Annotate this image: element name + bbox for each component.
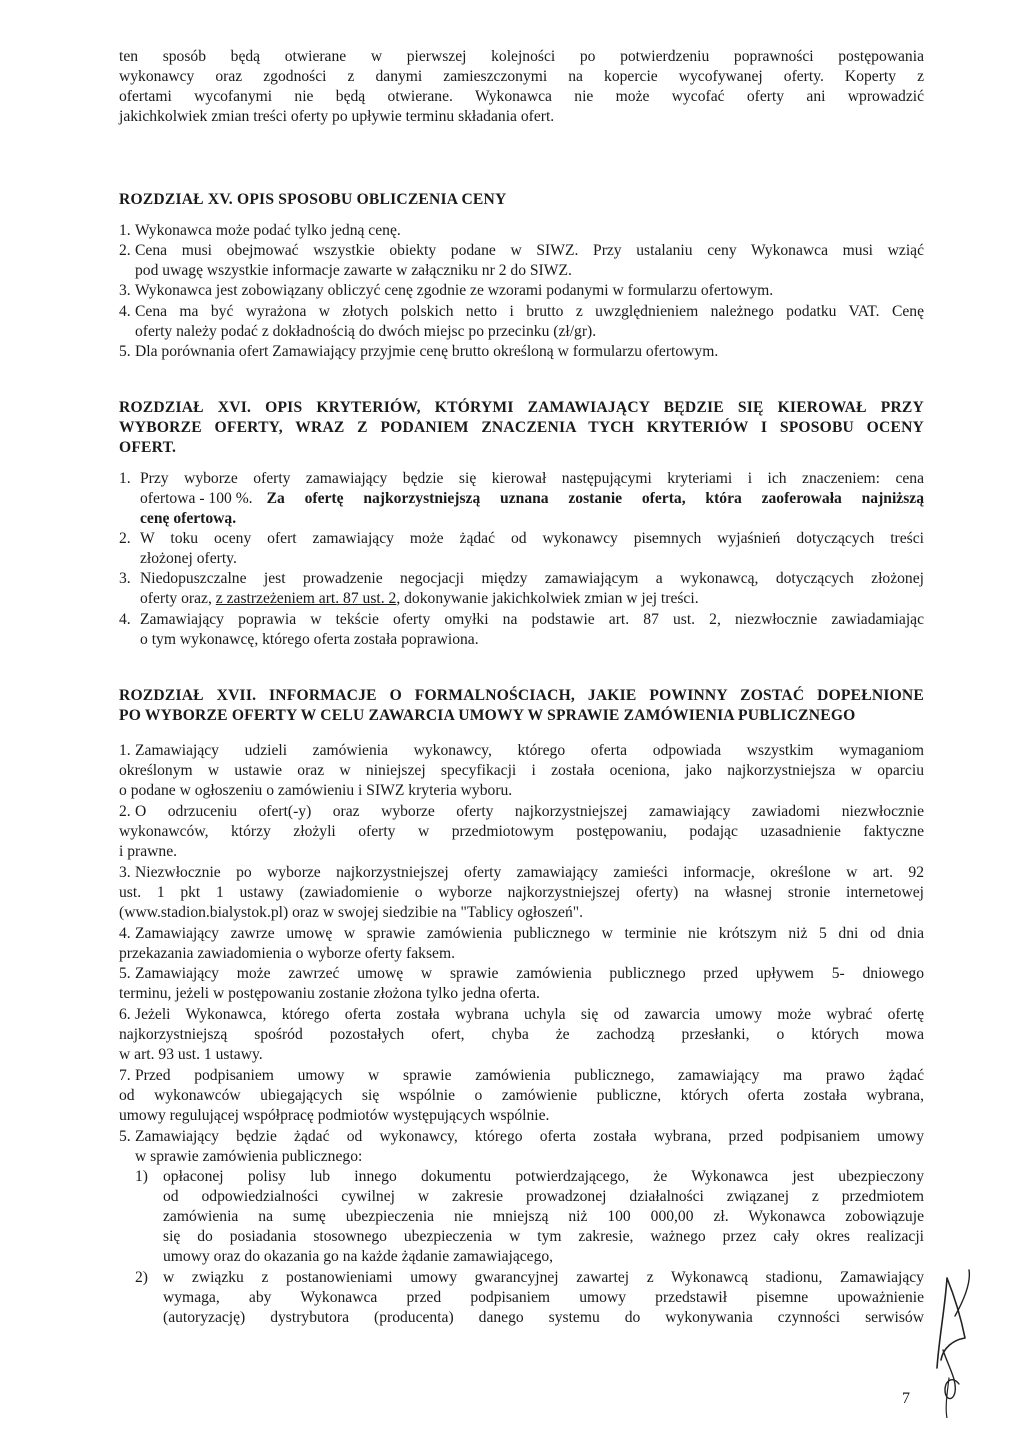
text-line: zamówienia na sumę ubezpieczenia nie mniejszą niż 100 000,00 zł. Wykonawca zobowiązuje: [163, 1208, 924, 1225]
text-line: ten sposób będą otwierane w pierwszej kolejności po potwierdzeniu poprawności postępowania: [119, 48, 924, 65]
heading-line: WYBORZE OFERTY, WRAZ Z PODANIEM ZNACZENIA TYCH KRYTERIÓW I SPOSOBU OCENY: [119, 419, 924, 436]
text-span: , dokonywanie jakichkolwiek zmian w jej treści.: [396, 590, 699, 607]
item-number: 4.: [119, 611, 131, 628]
item-number: 3.: [119, 570, 131, 587]
text-line: ust. 1 pkt 1 ustawy (zawiadomienie o wyborze najkorzystniejszej oferty) na własnej stronie internetowej: [119, 884, 924, 901]
text-line: najkorzystniejszą spośród pozostałych ofert, chyba że zachodzą przesłanki, o których mowa: [119, 1026, 924, 1043]
text-line: Jeżeli Wykonawca, którego oferta została wybrana uchyla się od zawarcia umowy może wybrać ofertę: [135, 1006, 924, 1023]
sub-item-number: 1): [135, 1168, 148, 1185]
text-line: (autoryzację) dystrybutora (producenta) danego systemu do wykonywania czynności serwisów: [163, 1309, 924, 1326]
text-line: Wykonawca może podać tylko jedną cenę.: [135, 222, 401, 239]
item-number: 3.: [119, 282, 131, 299]
item-number: 4.: [119, 303, 131, 320]
item-number: 2.: [119, 242, 131, 259]
text-line: od wykonawców ubiegających się wspólnie o zamówienie publiczne, których oferta została wybrana,: [119, 1087, 924, 1104]
item-number: 1.: [119, 222, 131, 239]
item-number: 4.: [119, 925, 131, 942]
section-heading-xv: ROZDZIAŁ XV. OPIS SPOSOBU OBLICZENIA CENY: [119, 191, 507, 208]
heading-line: ROZDZIAŁ XVI. OPIS KRYTERIÓW, KTÓRYMI ZAMAWIAJĄCY BĘDZIE SIĘ KIEROWAŁ PRZY: [119, 399, 924, 416]
text-line: ofertami wycofanymi nie będą otwierane. Wykonawca nie może wycofać oferty ani wprowadzić: [119, 88, 924, 105]
text-line: w sprawie zamówienia publicznego:: [135, 1148, 363, 1165]
text-line: Niedopuszczalne jest prowadzenie negocjacji między zamawiającym a wykonawcą, dotyczących złożonej: [140, 570, 924, 587]
page-number: 7: [902, 1390, 910, 1407]
text-line: Wykonawca jest zobowiązany obliczyć cenę zgodnie ze wzorami podanymi w formularzu ofertowym.: [135, 282, 774, 299]
heading-line: OFERT.: [119, 439, 177, 456]
item-number: 5.: [119, 1128, 131, 1145]
text-line: się do posiadania stosownego ubezpieczenia w tym zakresie, ważnego przez cały okres realizacji: [163, 1228, 924, 1245]
item-number: 5.: [119, 343, 131, 360]
text-line: określonym w ustawie oraz w niniejszej specyfikacji i została oceniona, jako najkorzystniejsza w oparciu: [119, 762, 924, 779]
item-number: 3.: [119, 864, 131, 881]
heading-line: PO WYBORZE OFERTY W CELU ZAWARCIA UMOWY W SPRAWIE ZAMÓWIENIA PUBLICZNEGO: [119, 707, 856, 724]
item-number: 1.: [119, 470, 131, 487]
text-line: wykonawców, którzy złożyli oferty w przedmiotowym postępowaniu, podając uzasadnienie faktyczne: [119, 823, 924, 840]
text-line: Zamawiający zawrze umowę w sprawie zamówienia publicznego w terminie nie krótszym niż 5 dni od dnia: [135, 925, 924, 942]
text-line: w art. 93 ust. 1 ustawy.: [119, 1046, 263, 1063]
item-number: 6.: [119, 1006, 131, 1023]
text-line: Przy wyborze oferty zamawiający będzie się kierował następującymi kryteriami i ich znaczeniem: cena: [140, 470, 924, 487]
text-line: (www.stadion.bialystok.pl) oraz w swojej siedzibie na "Tablicy ogłoszeń".: [119, 904, 584, 921]
text-line: złożonej oferty.: [140, 550, 237, 567]
text-span: oferty oraz,: [140, 590, 212, 607]
bold-text: Za ofertę najkorzystniejszą uznana zostanie oferta, która zaoferowała najniższą: [266, 490, 924, 507]
text-line: [140, 489, 924, 509]
text-line: Cena musi obejmować wszystkie obiekty podane w SIWZ. Przy ustalaniu ceny Wykonawca musi wziąć: [135, 242, 924, 259]
text-line: wykonawcy oraz zgodności z danymi zamieszczonymi na kopercie wycofywanej oferty. Koperty z: [119, 68, 924, 85]
text-line: od odpowiedzialności cywilnej w zakresie prowadzonej działalności związanej z przedmiotem: [163, 1188, 924, 1205]
text-line: i prawne.: [119, 843, 178, 860]
text-line: Dla porównania ofert Zamawiający przyjmie cenę brutto określoną w formularzu ofertowym.: [135, 343, 719, 360]
text-line: opłaconej polisy lub innego dokumentu potwierdzającego, że Wykonawca jest ubezpieczony: [163, 1168, 924, 1185]
heading-line: ROZDZIAŁ XVII. INFORMACJE O FORMALNOŚCIACH, JAKIE POWINNY ZOSTAĆ DOPEŁNIONE: [119, 687, 924, 704]
text-line: Zamawiający może zawrzeć umowę w sprawie zamówienia publicznego przed upływem 5- dniowego: [135, 965, 924, 982]
text-line: Zamawiający poprawia w tekście oferty omyłki na podstawie art. 87 ust. 2, niezwłocznie zawiadamiając: [140, 611, 924, 628]
text-line: przekazania zawiadomienia o wyborze oferty faksem.: [119, 945, 455, 962]
text-line: Zamawiający udzieli zamówienia wykonawcy, którego oferta odpowiada wszystkim wymaganiom: [135, 742, 924, 759]
text-line: pod uwagę wszystkie informacje zawarte w załączniku nr 2 do SIWZ.: [135, 262, 572, 279]
text-line: umowy oraz do okazania go na każde żądanie zamawiającego,: [163, 1248, 554, 1265]
text-line: umowy regulującej współpracę podmiotów występujących wspólnie.: [119, 1107, 550, 1124]
underlined-text: z zastrzeżeniem art. 87 ust. 2: [215, 590, 397, 607]
text-line: w związku z postanowieniami umowy gwarancyjnej zawartej z Wykonawcą stadionu, Zamawiający: [163, 1269, 924, 1286]
text-line: terminu, jeżeli w postępowaniu zostanie złożona tylko jedna oferta.: [119, 985, 540, 1002]
text-line: Niezwłocznie po wyborze najkorzystniejszej oferty zamawiający zamieści informacje, określone w art. 92: [135, 864, 924, 881]
item-number: 1.: [119, 742, 131, 759]
text-line: [140, 589, 924, 609]
text-line: Cena ma być wyrażona w złotych polskich netto i brutto z uwzględnieniem należnego podatku VAT. Cenę: [135, 303, 924, 320]
text-line: o tym wykonawcę, którego oferta została poprawiona.: [140, 631, 479, 648]
text-line: O odrzuceniu ofert(-y) oraz wyborze oferty najkorzystniejszej zamawiający zawiadomi niezwłocznie: [135, 803, 924, 820]
sub-item-number: 2): [135, 1269, 148, 1286]
text-line: W toku oceny ofert zamawiający może żądać od wykonawcy pisemnych wyjaśnień dotyczących treści: [140, 530, 924, 547]
item-number: 5.: [119, 965, 131, 982]
text-line: wymaga, aby Wykonawca przed podpisaniem umowy przedstawił pisemne upoważnienie: [163, 1289, 924, 1306]
text-line: Zamawiający będzie żądać od wykonawcy, którego oferta została wybrana, przed podpisaniem umowy: [135, 1128, 924, 1145]
item-number: 2.: [119, 530, 131, 547]
text-span: ofertowa - 100 %.: [140, 490, 253, 507]
text-line: o podane w ogłoszeniu o zamówieniu i SIWZ kryteria wyboru.: [119, 782, 513, 799]
text-line: Przed podpisaniem umowy w sprawie zamówienia publicznego, zamawiający ma prawo żądać: [135, 1067, 924, 1084]
bold-text: cenę ofertową.: [140, 510, 237, 527]
handwritten-initials-signature: [925, 1268, 977, 1418]
text-line: oferty należy podać z dokładnością do dwóch miejsc po przecinku (zł/gr).: [135, 323, 597, 340]
item-number: 2.: [119, 803, 131, 820]
text-line: jakichkolwiek zmian treści oferty po upływie terminu składania ofert.: [119, 108, 555, 125]
item-number: 7.: [119, 1067, 131, 1084]
